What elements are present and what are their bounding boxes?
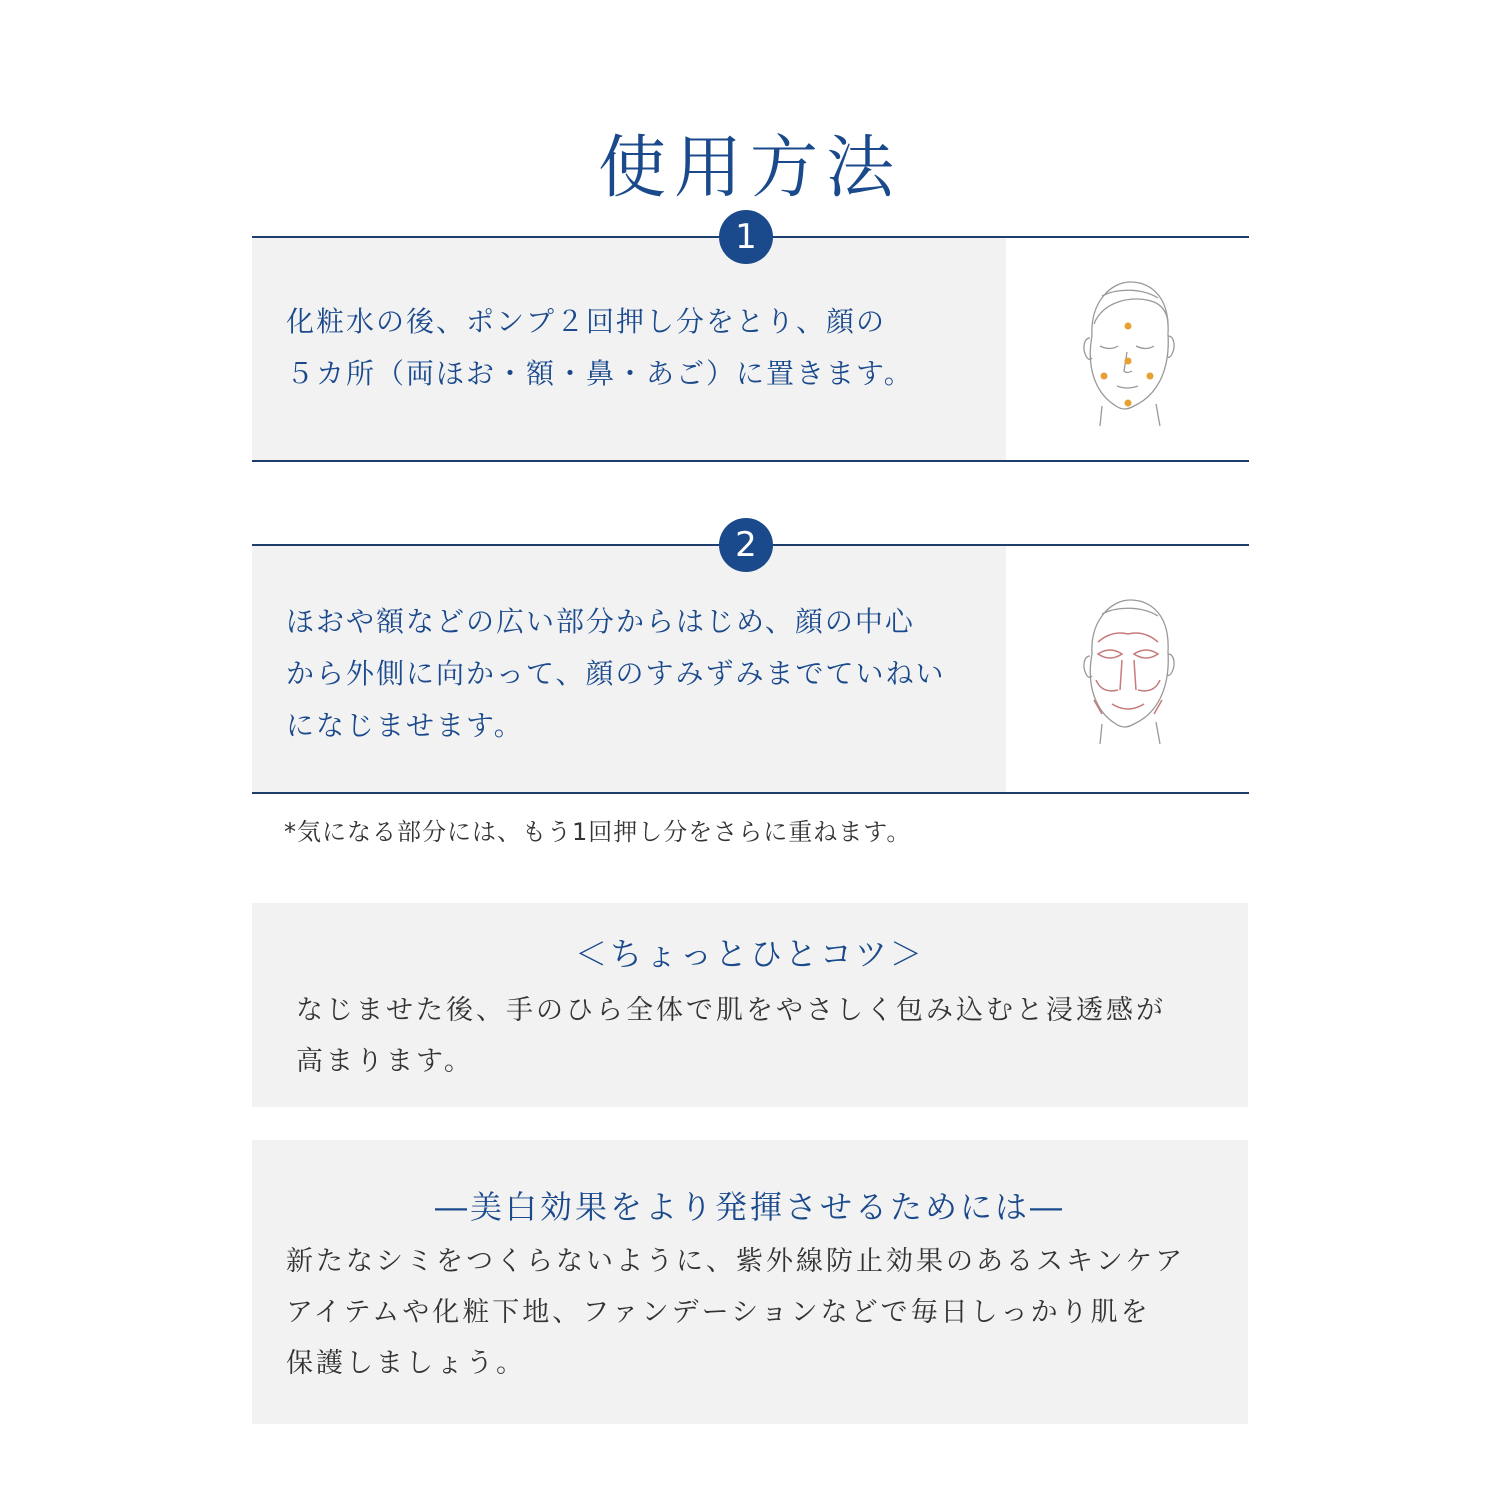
step-1-number-badge: 1 <box>719 210 773 264</box>
step-2-number-badge: 2 <box>719 518 773 572</box>
step-2-text: ほおや額などの広い部分からはじめ、顔の中心 から外側に向かって、顔のすみずみまでていねい になじませます。 <box>286 605 946 742</box>
step-1-text: 化粧水の後、ポンプ２回押し分をとり、顔の ５カ所（両ほお・額・鼻・あご）に置きます。 <box>286 305 914 390</box>
whitening-title: ―美白効果をより発揮させるためには― <box>434 1188 1065 1226</box>
footnote: *気になる部分には、もう1回押し分をさらに重ねます。 <box>284 818 912 846</box>
whitening-box <box>252 1140 1248 1424</box>
step-2 <box>252 525 1249 794</box>
tip-box <box>252 903 1248 1107</box>
step-1 <box>252 217 1249 462</box>
page-title: 使用方法 <box>597 128 902 208</box>
whitening-body: 新たなシミをつくらないように、紫外線防止効果のあるスキンケア アイテムや化粧下地、ファンデーションなどで毎日しっかり肌を 保護しましょう。 <box>286 1246 1186 1379</box>
tip-body: なじませた後、手のひら全体で肌をやさしく包み込むと浸透感が 高まります。 <box>296 995 1166 1077</box>
face-spreading-lines-illustration <box>1072 594 1182 744</box>
face-five-points-illustration <box>1072 276 1182 426</box>
tip-title: ＜ちょっとひとコツ＞ <box>574 935 925 973</box>
